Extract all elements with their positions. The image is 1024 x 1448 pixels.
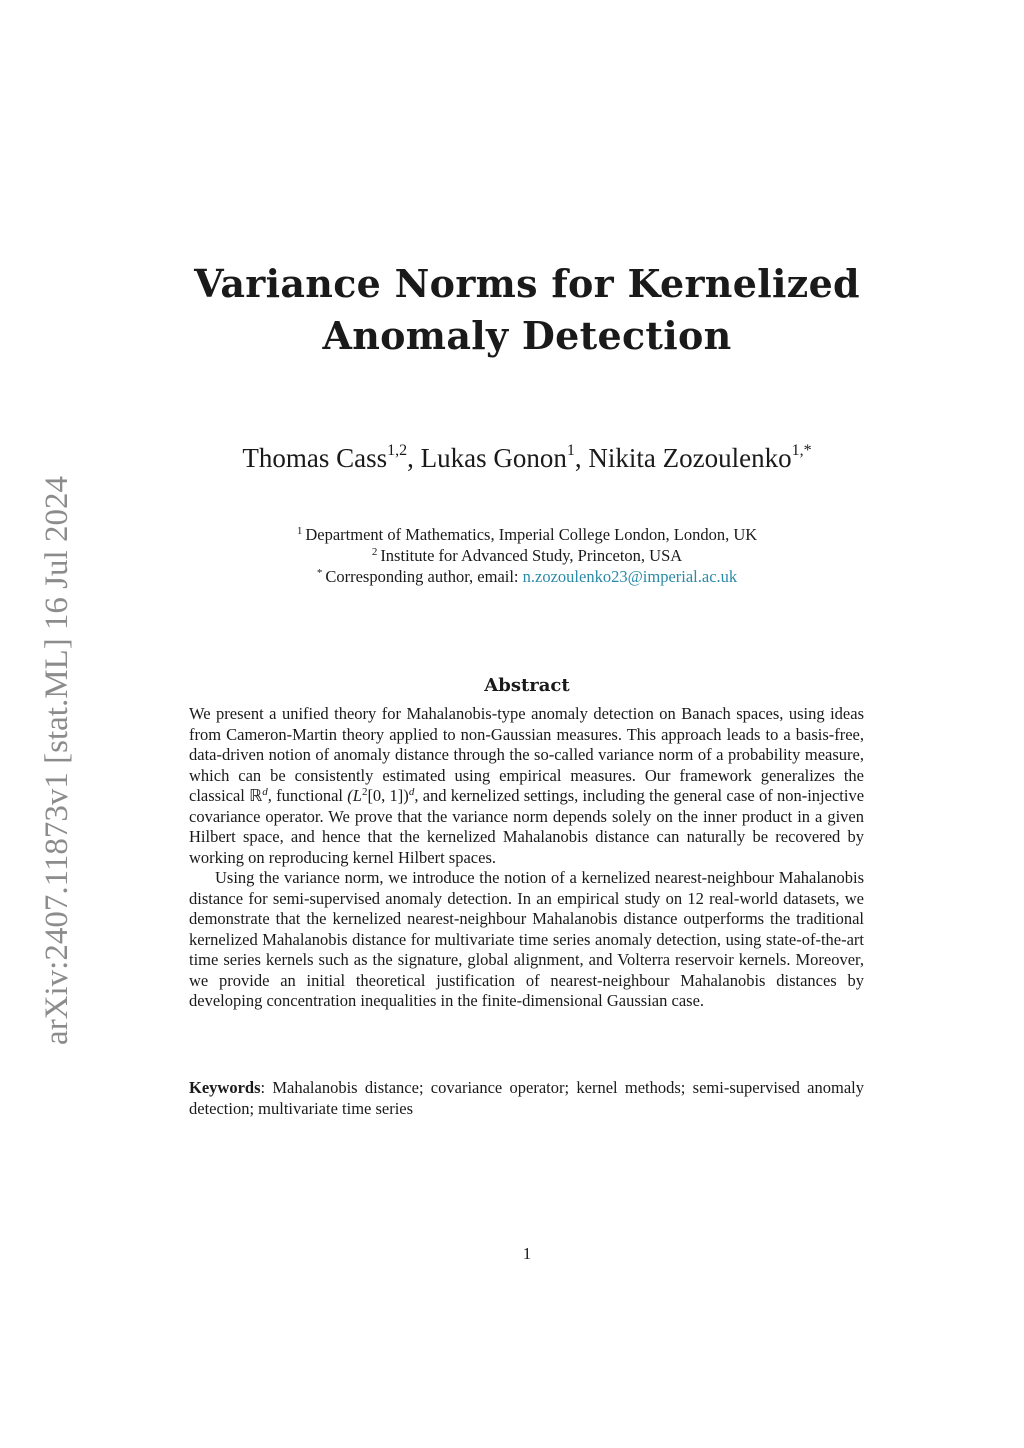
affiliation-list bbox=[150, 524, 904, 587]
affiliation-item bbox=[150, 545, 904, 566]
keywords-section bbox=[189, 1078, 864, 1119]
affiliation-text: Institute for Advanced Study, Princeton, USA bbox=[380, 546, 683, 565]
abstract-body bbox=[189, 704, 864, 1012]
title-line-2: Anomaly Detection bbox=[322, 313, 732, 358]
author-name: Thomas Cass bbox=[242, 443, 388, 473]
keywords-text: : Mahalanobis distance; covariance operator; kernel methods; semi-supervised anomaly detection; multivariate time series bbox=[189, 1078, 864, 1118]
affiliation-mark: 1 bbox=[296, 525, 303, 537]
math-rd: ℝ bbox=[249, 786, 263, 805]
affiliation-text: Corresponding author, email: bbox=[325, 567, 523, 586]
abstract-text: , and kernelized settings, including the general case of non-injective covariance operator. We prove that the variance norm depends solely on the inner product in a given Hilbert space, and hence that the kernelized Mahalanobis distance can naturally be recovered by working on reproducing kernel Hilbert spaces. bbox=[189, 786, 865, 867]
abstract-text: , functional bbox=[267, 786, 348, 805]
affiliation-item bbox=[150, 566, 904, 587]
arxiv-identifier-stamp bbox=[38, 455, 75, 1065]
author-affiliation-mark: 1,* bbox=[791, 442, 812, 459]
author-affiliation-mark: 1 bbox=[566, 442, 575, 459]
abstract-heading: Abstract bbox=[484, 675, 570, 696]
affiliation-mark: * bbox=[316, 567, 323, 579]
abstract-paragraph-1 bbox=[189, 704, 864, 868]
affiliation-mark: 2 bbox=[371, 546, 378, 558]
math-rd-exponent: d bbox=[262, 786, 268, 798]
author-name: Lukas Gonon bbox=[420, 443, 567, 473]
abstract-paragraph-2: Using the variance norm, we introduce the notion of a kernelized nearest-neighbour Mahalanobis distance for semi-supervised anomaly detection. In an empirical study on 12 real-world datasets, we demonstrate that the kernelized nearest-neighbour Mahalanobis distance outperforms the traditional kernelized Mahalanobis distance for multivariate time series anomaly detection, using state-of-the-art time series kernels such as the signature, global alignment, and Volterra reservoir kernels. Moreover, we provide an initial theoretical justification of nearest-neighbour Mahalanobis distances by developing concentration inequalities in the finite-dimensional Gaussian case. bbox=[189, 868, 864, 1010]
math-l2: (L bbox=[347, 786, 362, 805]
affiliation-text: Department of Mathematics, Imperial College London, London, UK bbox=[305, 525, 758, 544]
math-l2-interval: [0, 1]) bbox=[367, 786, 409, 805]
math-l2-outer-exponent: d bbox=[408, 786, 415, 798]
arxiv-identifier-text: arXiv:2407.11873v1 [stat.ML] 16 Jul 2024 bbox=[38, 475, 75, 1045]
author-affiliation-mark: 1,2 bbox=[387, 442, 408, 459]
affiliation-item bbox=[150, 524, 904, 545]
author-name: Nikita Zozoulenko bbox=[588, 443, 792, 473]
keywords-label: Keywords bbox=[189, 1078, 261, 1097]
author-separator: , bbox=[407, 443, 421, 473]
paper-title bbox=[150, 258, 904, 362]
abstract-text: We present a unified theory for Mahalanobis-type anomaly detection on Banach spaces, using ideas from Cameron-Martin theory applied to non-Gaussian measures. This approach leads to a basis-free, data-driven notion of anomaly distance through the so-called variance norm of a probability measure, which can be consistently estimated using empirical measures. Our framework generalizes the classical bbox=[189, 704, 864, 805]
author-separator: , bbox=[574, 443, 589, 473]
author-list bbox=[150, 438, 904, 478]
title-line-1: Variance Norms for Kernelized bbox=[194, 261, 860, 306]
page-number: 1 bbox=[522, 1244, 532, 1263]
corresponding-email-link[interactable]: n.zozoulenko23@imperial.ac.uk bbox=[522, 567, 738, 586]
math-l2-exponent: 2 bbox=[361, 786, 368, 798]
